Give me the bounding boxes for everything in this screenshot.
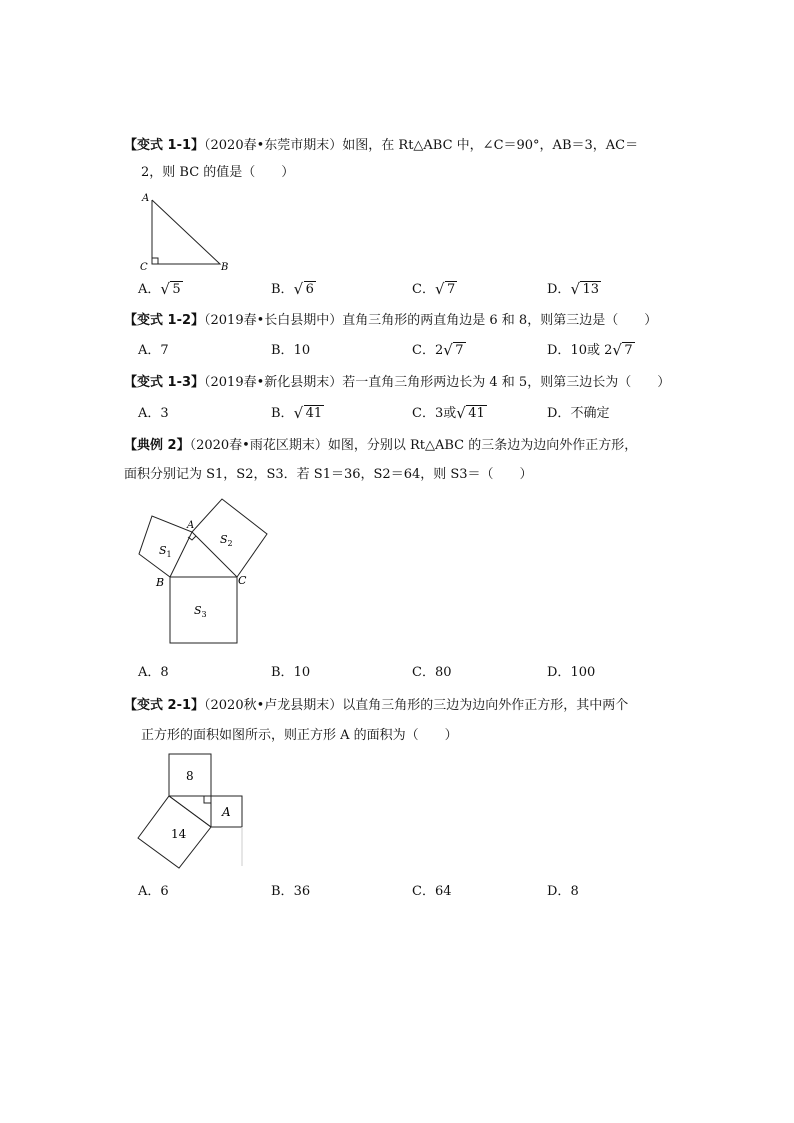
subscript-3: 3 — [201, 610, 207, 619]
q2-option-d[interactable]: D．10或 2√ 7 — [547, 342, 635, 360]
question-tag: 【变式 1-2】 — [124, 313, 205, 328]
radical: √ 6 — [294, 281, 316, 299]
subscript-2: 2 — [227, 539, 233, 548]
question-1-2-line-1 — [124, 312, 657, 330]
svg-text:S1 — [159, 544, 172, 559]
radical: √ 7 — [435, 281, 457, 299]
vertex-label-a: A — [142, 193, 150, 204]
radical: √ 13 — [570, 281, 601, 299]
question-text: （2020秋•卢龙县期末）以直角三角形的三边为边向外作正方形，其中两个 — [204, 698, 629, 713]
question-text: （2020春•东莞市期末）如图，在 Rt△ABC 中，∠C＝90°，AB＝3，AC＝ — [204, 138, 639, 153]
figure-squares-areas — [134, 754, 246, 870]
vertex-label-c: C — [238, 574, 247, 587]
question-tag: 【典例 2】 — [124, 438, 190, 453]
q4-option-a[interactable]: A．8 — [138, 665, 169, 680]
square-label-right: A — [222, 805, 231, 819]
q5-option-c[interactable]: C．64 — [412, 884, 452, 899]
question-1-1-line-1 — [124, 137, 638, 155]
square-label-top: 8 — [186, 769, 194, 783]
q5-option-d[interactable]: D．8 — [547, 884, 579, 899]
question-2-1-line-2: 正方形的面积如图所示，则正方形 A 的面积为（ ） — [141, 728, 458, 743]
question-1-3-line-1 — [124, 374, 670, 392]
square-label-s1: S — [159, 544, 167, 557]
q5-option-b[interactable]: B．36 — [271, 884, 311, 899]
q3-option-b[interactable]: B．√ 41 — [271, 405, 324, 423]
q3-option-d[interactable]: D．不确定 — [547, 406, 610, 421]
question-tag: 【变式 1-3】 — [124, 375, 205, 390]
q4-option-b[interactable]: B．10 — [271, 665, 311, 680]
radical: √ 7 — [612, 342, 634, 360]
square-label-s3: S — [194, 604, 202, 617]
question-text: （2020春•雨花区期末）如图，分别以 Rt△ABC 的三条边为边向外作正方形， — [189, 438, 638, 453]
figure-three-squares — [134, 494, 274, 649]
q4-option-c[interactable]: C．80 — [412, 665, 452, 680]
q1-option-c[interactable]: C．√ 7 — [412, 281, 457, 299]
radical: √ 7 — [443, 342, 465, 360]
question-1-1-line-2: 2，则 BC 的值是（ ） — [141, 165, 295, 180]
q2-option-c[interactable]: C．2√ 7 — [412, 342, 466, 360]
question-tag: 【变式 2-1】 — [124, 698, 205, 713]
svg-text:S2 — [220, 533, 233, 548]
q1-option-b[interactable]: B．√ 6 — [271, 281, 316, 299]
q1-option-a[interactable]: A．√ 5 — [138, 281, 183, 299]
q1-option-d[interactable]: D．√ 13 — [547, 281, 601, 299]
square-label-bottom: 14 — [171, 827, 187, 841]
vertex-label-b: B — [156, 576, 165, 589]
question-tag: 【变式 1-1】 — [124, 138, 205, 153]
q2-option-a[interactable]: A．7 — [138, 343, 169, 358]
example-2-line-2: 面积分别记为 S1，S2，S3．若 S1＝36，S2＝64，则 S3＝（ ） — [124, 467, 533, 482]
radical: √ 41 — [456, 405, 487, 423]
figure-right-triangle — [138, 192, 238, 274]
q2-option-b[interactable]: B．10 — [271, 343, 311, 358]
vertex-label-b: B — [221, 262, 229, 273]
vertex-label-a: A — [187, 520, 195, 531]
q3-option-c[interactable]: C．3或√ 41 — [412, 405, 487, 423]
radical: √ 5 — [160, 281, 182, 299]
square-label-s2: S — [220, 533, 228, 546]
q4-option-d[interactable]: D．100 — [547, 665, 596, 680]
vertex-label-c: C — [140, 262, 148, 273]
subscript-1: 1 — [166, 550, 172, 559]
q3-option-a[interactable]: A．3 — [138, 406, 169, 421]
question-2-1-line-1 — [124, 697, 628, 715]
question-text: （2019春•新化县期末）若一直角三角形两边长为 4 和 5，则第三边长为（ ） — [204, 375, 671, 390]
q5-option-a[interactable]: A．6 — [138, 884, 169, 899]
question-text: （2019春•长白县期中）直角三角形的两直角边是 6 和 8，则第三边是（ ） — [204, 313, 658, 328]
example-2-line-1 — [124, 437, 637, 455]
radical: √ 41 — [294, 405, 325, 423]
svg-text:S3 — [194, 604, 207, 619]
